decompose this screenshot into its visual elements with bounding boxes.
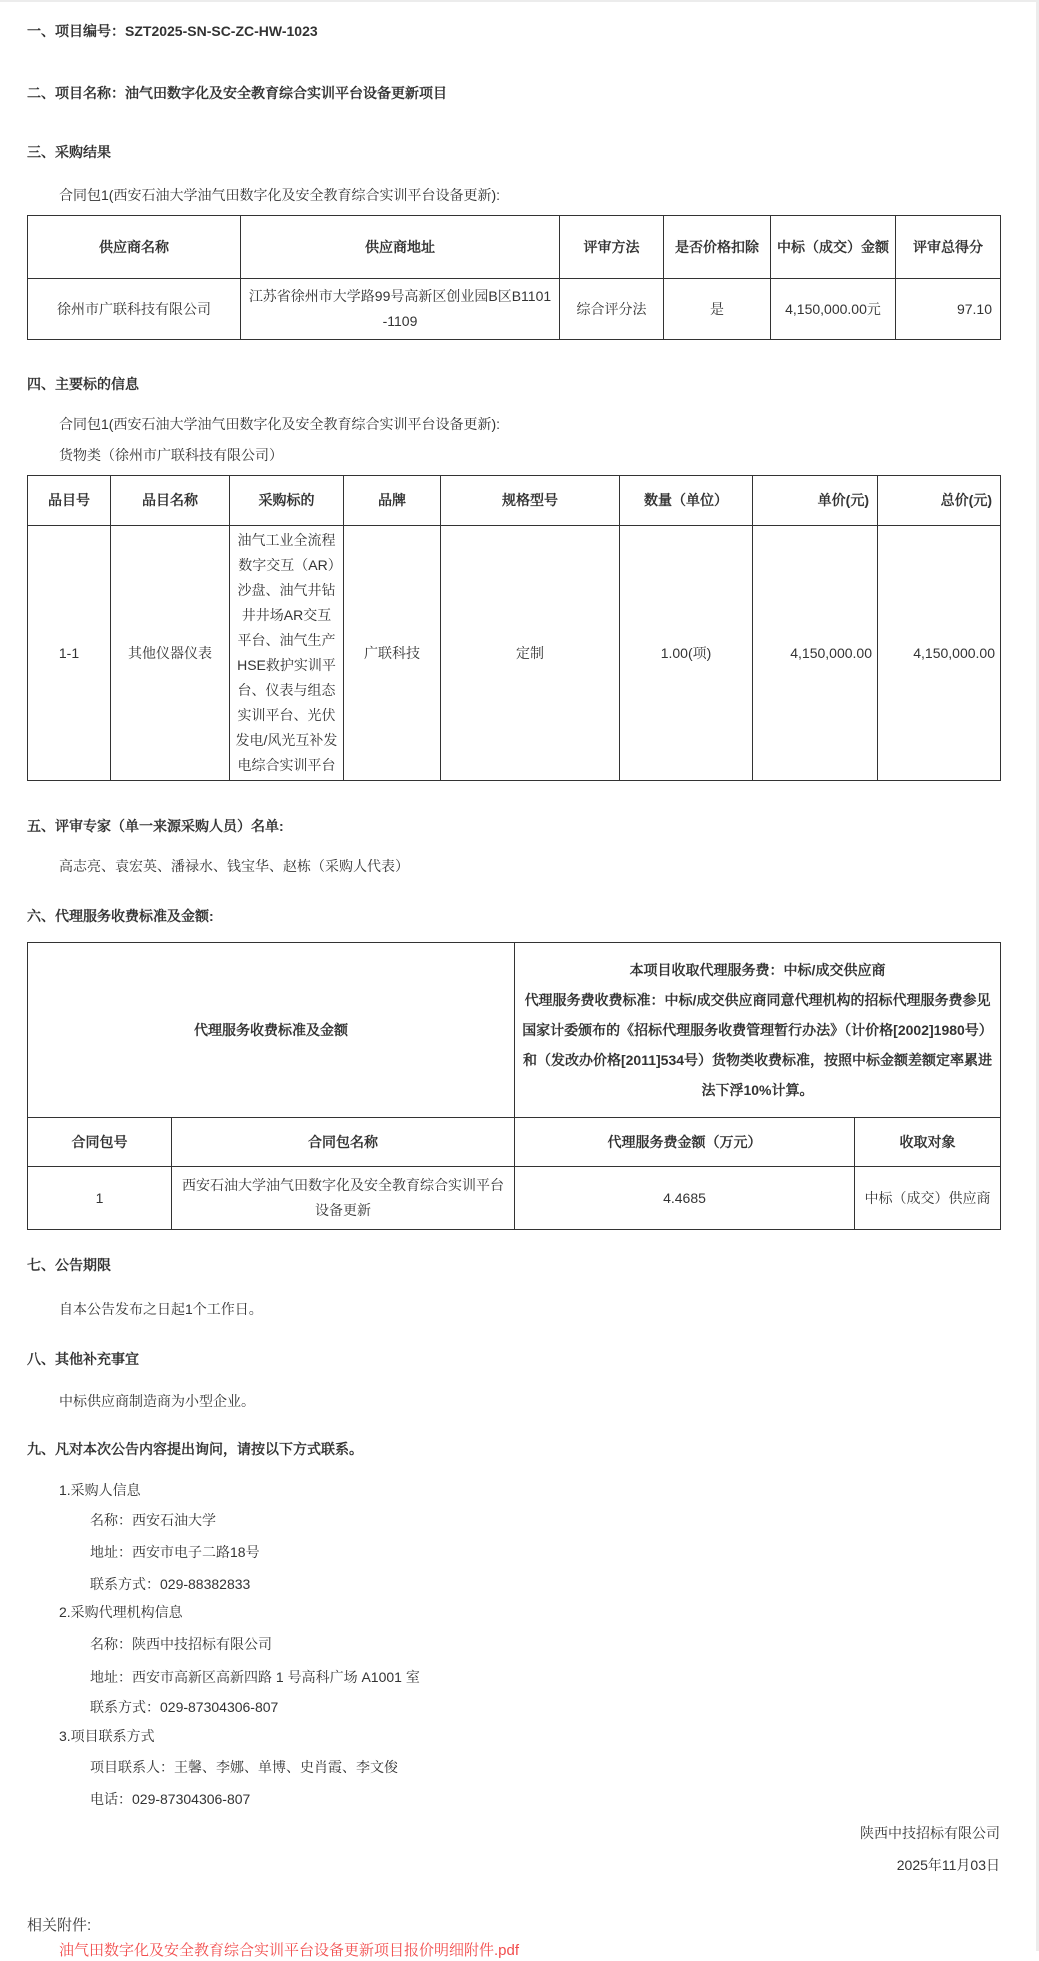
header-review-method: 评审方法 bbox=[560, 216, 664, 279]
items-table-header-row bbox=[28, 476, 1001, 526]
section-procurement-result-title: 三、采购结果 bbox=[27, 144, 111, 160]
page-edge-top bbox=[0, 0, 1039, 2]
supplement-content: 中标供应商制造商为小型企业。 bbox=[59, 1393, 255, 1409]
cell-model: 定制 bbox=[441, 526, 620, 781]
announcement-period-content: 自本公告发布之日起1个工作日。 bbox=[59, 1301, 263, 1317]
cell-review-method: 综合评分法 bbox=[560, 279, 664, 340]
result-table-data-row bbox=[28, 279, 1001, 340]
header-price-deduction: 是否价格扣除 bbox=[664, 216, 771, 279]
subject-category-line: 货物类（徐州市广联科技有限公司） bbox=[59, 447, 283, 463]
cell-brand: 广联科技 bbox=[344, 526, 441, 781]
cell-total-score: 97.10 bbox=[896, 279, 1001, 340]
project-name-value: 油气田数字化及安全教育综合实训平台设备更新项目 bbox=[125, 85, 447, 101]
header-package-name: 合同包名称 bbox=[172, 1118, 515, 1167]
header-subject: 采购标的 bbox=[230, 476, 344, 526]
purchaser-info-heading: 1.采购人信息 bbox=[59, 1482, 141, 1498]
agency-table-header-row bbox=[28, 1118, 1001, 1167]
section-contact-title: 九、凡对本次公告内容提出询问，请按以下方式联系。 bbox=[27, 1441, 363, 1457]
project-contact-heading: 3.项目联系方式 bbox=[59, 1728, 155, 1744]
header-quantity: 数量（单位） bbox=[620, 476, 753, 526]
section-project-name bbox=[27, 83, 1000, 103]
agency-contact: 联系方式：029-87304306-807 bbox=[90, 1699, 279, 1715]
cell-item-name: 其他仪器仪表 bbox=[111, 526, 230, 781]
procurement-result-table bbox=[27, 215, 1001, 340]
signature-company: 陕西中技招标有限公司 bbox=[860, 1825, 1000, 1841]
cell-award-amount: 4,150,000.00元 bbox=[771, 279, 896, 340]
header-total-price: 总价(元) bbox=[878, 476, 1001, 526]
agency-fee-standard-row bbox=[28, 943, 1001, 1118]
cell-supplier-name: 徐州市广联科技有限公司 bbox=[28, 279, 241, 340]
project-contact-phone: 电话：029-87304306-807 bbox=[90, 1791, 251, 1807]
signature-date: 2025年11月03日 bbox=[896, 1857, 1000, 1873]
purchaser-address: 地址：西安市电子二路18号 bbox=[90, 1544, 260, 1560]
experts-names: 高志亮、袁宏英、潘禄水、钱宝华、赵栋（采购人代表） bbox=[59, 858, 409, 874]
header-supplier-address: 供应商地址 bbox=[241, 216, 560, 279]
project-number-label: 一、项目编号： bbox=[27, 23, 125, 39]
fee-payer-line: 本项目收取代理服务费：中标/成交供应商 bbox=[629, 962, 886, 978]
header-fee-amount: 代理服务费金额（万元） bbox=[515, 1118, 855, 1167]
cell-fee-payer: 中标（成交）供应商 bbox=[855, 1167, 1001, 1230]
items-table-data-row bbox=[28, 526, 1001, 781]
project-name-label: 二、项目名称： bbox=[27, 85, 125, 101]
header-item-name: 品目名称 bbox=[111, 476, 230, 526]
cell-package-no: 1 bbox=[28, 1167, 172, 1230]
section-agency-fee-title: 六、代理服务收费标准及金额: bbox=[27, 908, 214, 924]
section-project-number bbox=[27, 21, 1000, 41]
section-supplement-title: 八、其他补充事宜 bbox=[27, 1351, 139, 1367]
header-unit-price: 单价(元) bbox=[753, 476, 878, 526]
attachments-label: 相关附件: bbox=[27, 1917, 92, 1934]
cell-fee-amount: 4.4685 bbox=[515, 1167, 855, 1230]
attachment-file-link[interactable]: 油气田数字化及安全教育综合实训平台设备更新项目报价明细附件.pdf bbox=[59, 1942, 520, 1959]
header-total-score: 评审总得分 bbox=[896, 216, 1001, 279]
header-model: 规格型号 bbox=[441, 476, 620, 526]
section-experts-title: 五、评审专家（单一来源采购人员）名单: bbox=[27, 818, 284, 834]
header-brand: 品牌 bbox=[344, 476, 441, 526]
section-main-subject-title: 四、主要标的信息 bbox=[27, 376, 139, 392]
cell-total-price: 4,150,000.00 bbox=[878, 526, 1001, 781]
result-table-header-row bbox=[28, 216, 1001, 279]
agency-fee-table bbox=[27, 942, 1001, 1230]
project-number-value: SZT2025-SN-SC-ZC-HW-1023 bbox=[125, 23, 318, 39]
agency-name: 名称：陕西中技招标有限公司 bbox=[90, 1636, 272, 1652]
cell-unit-price: 4,150,000.00 bbox=[753, 526, 878, 781]
cell-fee-standard-description bbox=[515, 943, 1001, 1118]
purchaser-name: 名称：西安石油大学 bbox=[90, 1512, 216, 1528]
cell-package-name: 西安石油大学油气田数字化及安全教育综合实训平台设备更新 bbox=[172, 1167, 515, 1230]
section-announcement-period-title: 七、公告期限 bbox=[27, 1257, 111, 1273]
header-fee-payer: 收取对象 bbox=[855, 1118, 1001, 1167]
cell-subject: 油气工业全流程数字交互（AR）沙盘、油气井钻井井场AR交互平台、油气生产HSE救护实训平台、仪表与组态实训平台、光伏发电/风光互补发电综合实训平台 bbox=[230, 526, 344, 781]
cell-supplier-address: 江苏省徐州市大学路99号高新区创业园B区B1101-1109 bbox=[241, 279, 560, 340]
purchaser-contact: 联系方式：029-88382833 bbox=[90, 1576, 251, 1592]
project-contact-persons: 项目联系人：王馨、李娜、单博、史肖霞、李文俊 bbox=[90, 1759, 398, 1775]
cell-fee-standard-label: 代理服务收费标准及金额 bbox=[28, 943, 515, 1118]
subject-package-line: 合同包1(西安石油大学油气田数字化及安全教育综合实训平台设备更新): bbox=[59, 416, 500, 432]
agency-table-data-row bbox=[28, 1167, 1001, 1230]
fee-standard-text: 代理服务费收费标准：中标/成交供应商同意代理机构的招标代理服务费参见国家计委颁布的《招标代理服务收费管理暂行办法》（计价格[2002]1980号）和（发改办价格[2011]534号）货物类收费标准，按照中标金额差额定率累进法下浮10%计算。 bbox=[522, 992, 993, 1098]
header-award-amount: 中标（成交）金额 bbox=[771, 216, 896, 279]
header-package-no: 合同包号 bbox=[28, 1118, 172, 1167]
header-item-no: 品目号 bbox=[28, 476, 111, 526]
result-package-line: 合同包1(西安石油大学油气田数字化及安全教育综合实训平台设备更新): bbox=[59, 187, 500, 203]
cell-price-deduction: 是 bbox=[664, 279, 771, 340]
agency-info-heading: 2.采购代理机构信息 bbox=[59, 1604, 183, 1620]
cell-quantity: 1.00(项) bbox=[620, 526, 753, 781]
header-supplier-name: 供应商名称 bbox=[28, 216, 241, 279]
cell-item-no: 1-1 bbox=[28, 526, 111, 781]
agency-address: 地址：西安市高新区高新四路 1 号高科广场 A1001 室 bbox=[90, 1669, 420, 1685]
main-subject-items-table bbox=[27, 475, 1001, 781]
